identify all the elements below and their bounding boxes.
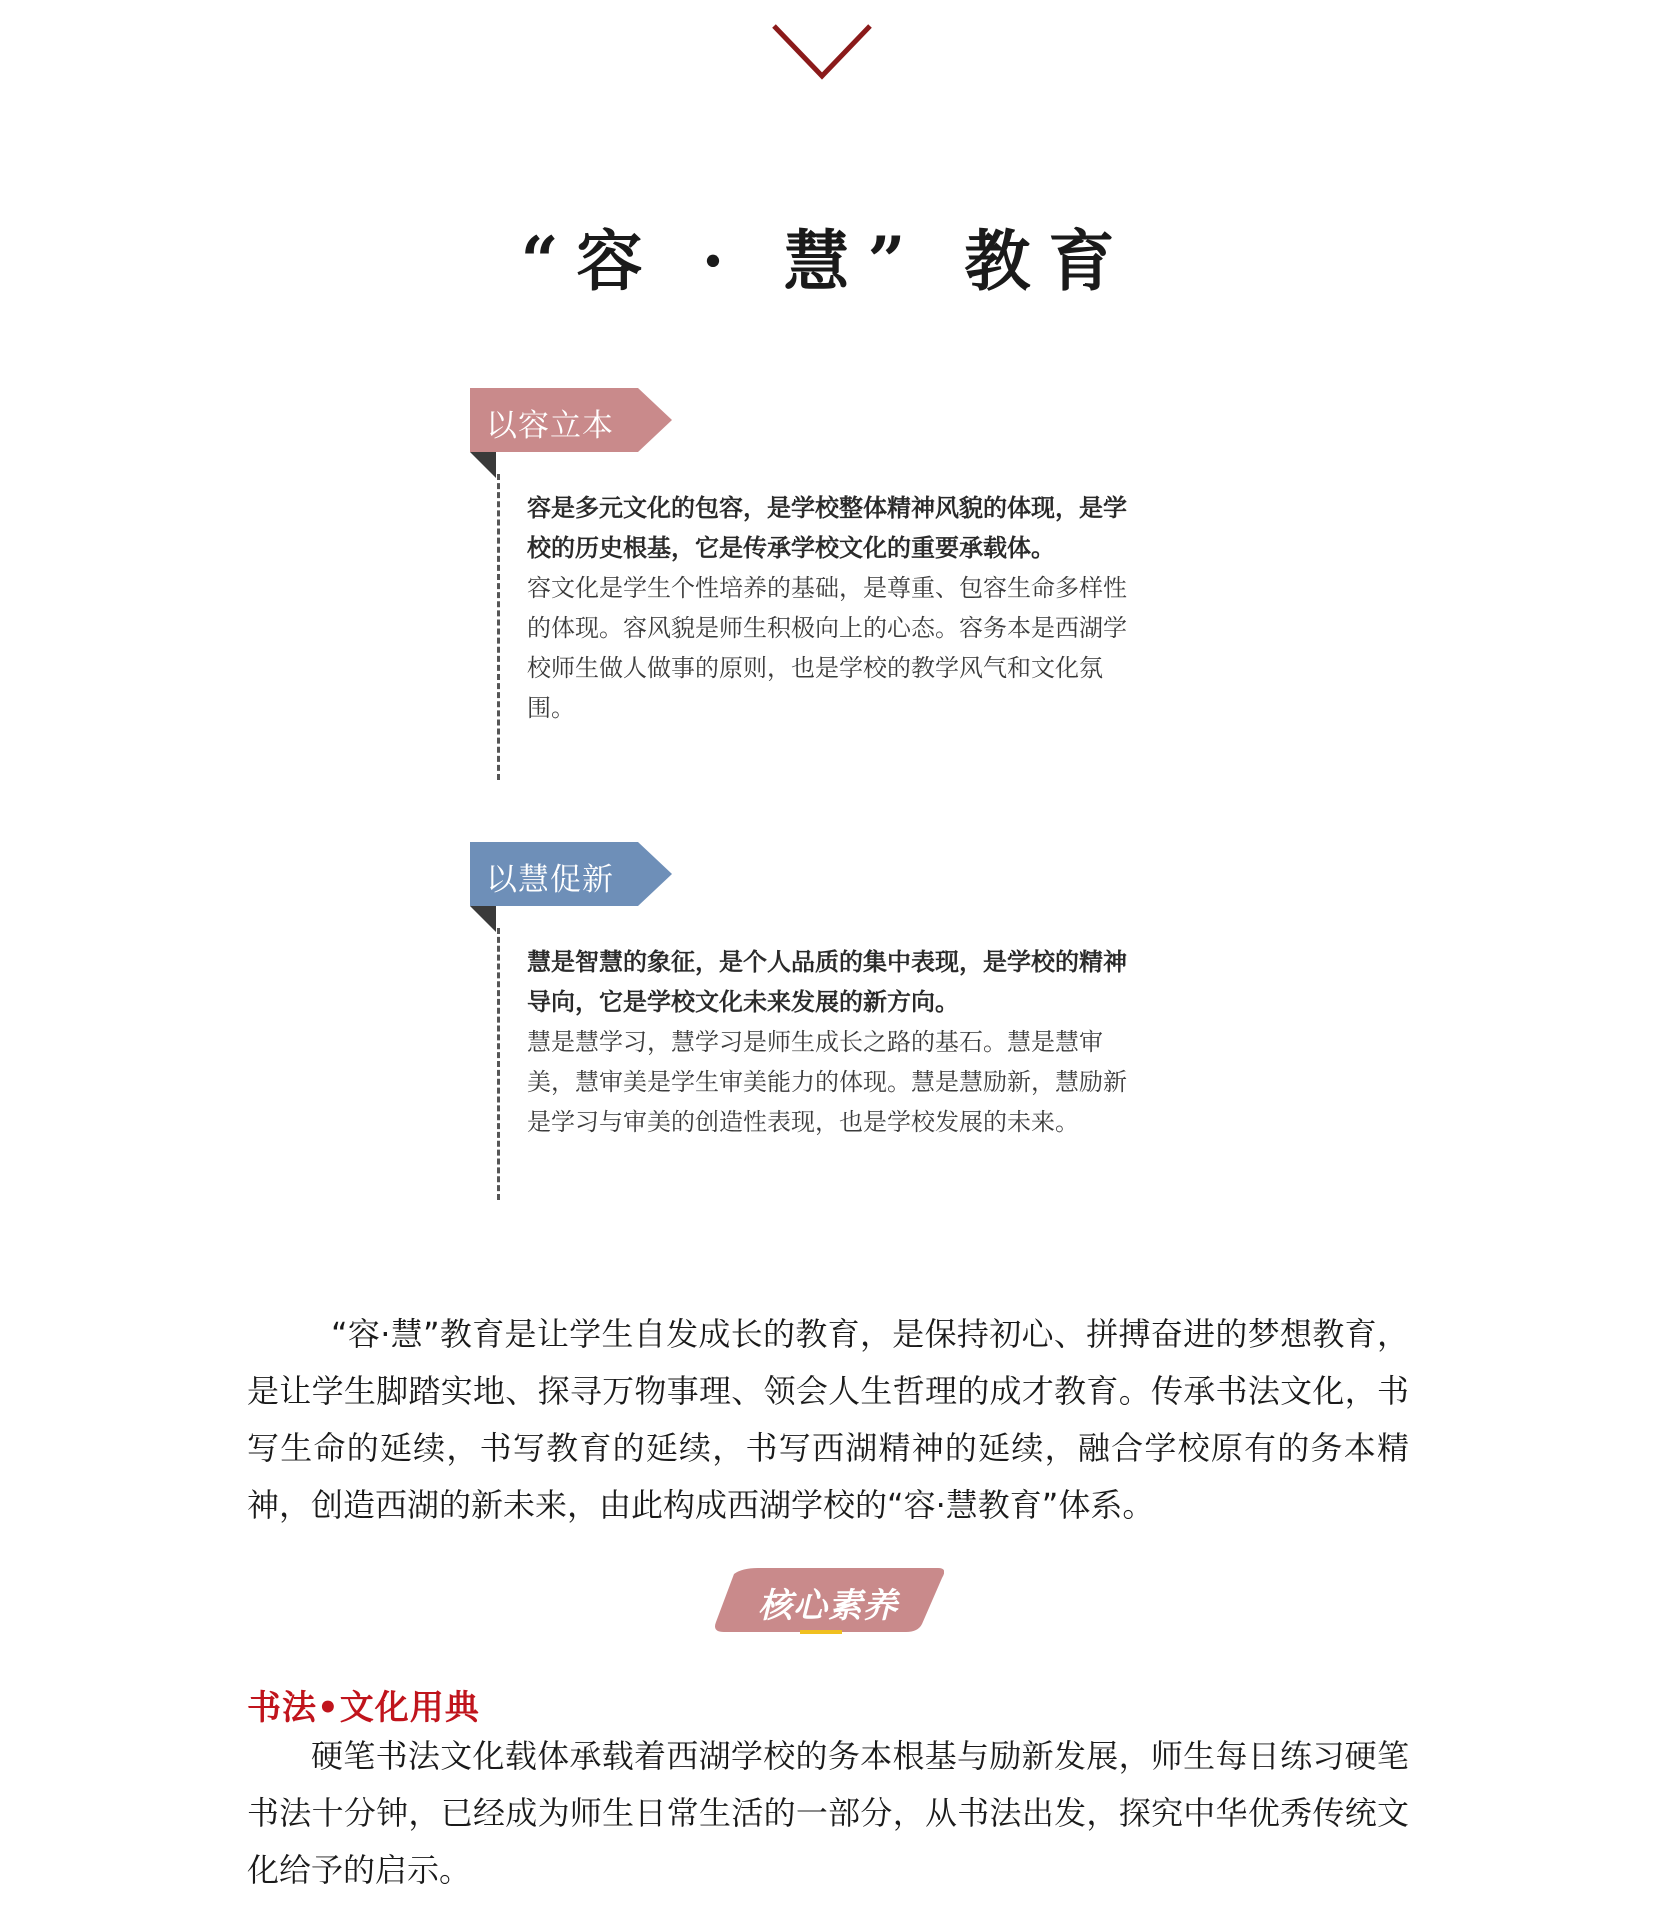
section-subheading: 书法•文化用典 — [247, 1688, 480, 1728]
calligraphy-paragraph: 硬笔书法文化载体承载着西湖学校的务本根基与励新发展，师生每日练习硬笔书法十分钟，已经成为师生日常生活的一部分，从书法出发，探究中华优秀传统文化给予的启示。 — [247, 1737, 1409, 1889]
section-rong — [470, 388, 1170, 786]
intro-paragraph: “容·慧”教育是让学生自发成长的教育，是保持初心、拼搏奋进的梦想教育，是让学生脚踏实地、探寻万物事理、领会人生哲理的成才教育。传承书法文化，书写生命的延续，书写教育的延续，书写西湖精神的延续，融合学校原有的务本精神，创造西湖的新未来，由此构成西湖学校的“容·慧教育”体系。 — [247, 1315, 1409, 1524]
core-competency-badge — [712, 1568, 944, 1634]
section-tag-rose — [470, 388, 672, 452]
dashed-divider — [497, 928, 500, 1200]
section-text — [527, 942, 1137, 1142]
badge-underline — [800, 1630, 842, 1634]
section-tag-label: 以容立本 — [486, 408, 614, 444]
section-hui — [470, 842, 1170, 1204]
section-tag-blue — [470, 842, 672, 906]
section-tag-label: 以慧促新 — [486, 862, 614, 898]
dashed-divider — [497, 474, 500, 780]
section-body-text: 容文化是学生个性培养的基础，是尊重、包容生命多样性的体现。容风貌是师生积极向上的心态。容务本是西湖学校师生做人做事的原则，也是学校的教学风气和文化氛围。 — [527, 574, 1127, 722]
section-lead-text: 容是多元文化的包容，是学校整体精神风貌的体现，是学校的历史根基，它是传承学校文化的重要承载体。 — [527, 494, 1127, 562]
section-text — [527, 488, 1137, 728]
section-lead-text: 慧是智慧的象征，是个人品质的集中表现，是学校的精神导向，它是学校文化未来发展的新方向。 — [527, 948, 1127, 1016]
chevron-down-icon — [770, 22, 874, 82]
core-badge-label: 核心素养 — [758, 1586, 898, 1626]
page-title: “容 · 慧” 教育 — [520, 222, 1133, 300]
section-body-text: 慧是慧学习，慧学习是师生成长之路的基石。慧是慧审美，慧审美是学生审美能力的体现。慧是慧励新，慧励新是学习与审美的创造性表现，也是学校发展的未来。 — [527, 1028, 1127, 1136]
